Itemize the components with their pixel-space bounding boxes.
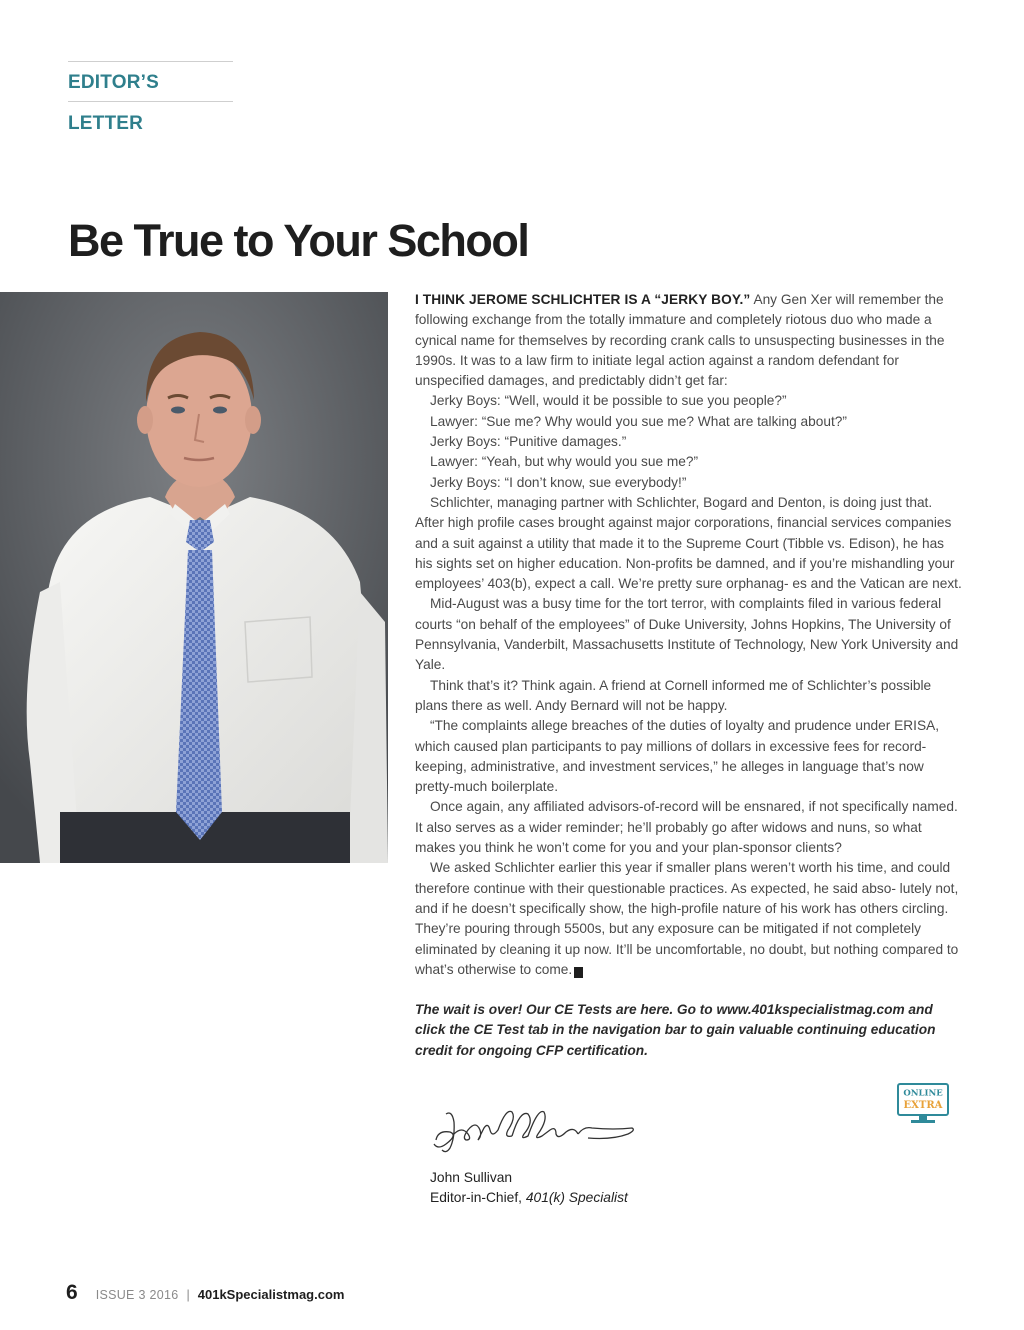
lead-paragraph [415,290,963,391]
paragraph: Jerky Boys: “Well, would it be possible to sue you people?” [430,393,787,409]
online-extra-badge[interactable] [897,1083,949,1125]
signature-name: John Sullivan [430,1170,513,1185]
section-label: EDITOR’S LETTER [68,61,233,102]
end-mark-icon: K [574,967,583,978]
ce-test-note: The wait is over! Our CE Tests are here. Go to www.401kspecialistmag.com and click the CE Test tab in the navigation bar to gain valuable continuing education credit for ongoing CFP certification. [415,1002,936,1058]
paragraph: Think that’s it? Think again. A friend at Cornell informed me of Schlichter’s possible plans there as well. Andy Bernard will not be happy. [415,677,932,713]
website-link[interactable]: 401kSpecialistmag.com [197,1287,345,1302]
paragraph: Jerky Boys: “Punitive damages.” [430,434,627,450]
article-body [415,290,963,1061]
author-photo [0,292,388,863]
page-number: 6 [66,1281,78,1304]
paragraph: Lawyer: “Sue me? Why would you sue me? What are talking about?” [430,413,847,429]
signature-title [430,1188,628,1208]
online-extra-line1: ONLINE [903,1088,943,1099]
paragraph: Jerky Boys: “I don’t know, sue everybody!” [430,474,687,490]
signature-title-prefix: Editor-in-Chief, [430,1190,526,1205]
page-title: Be True to Your School [68,215,529,266]
closing-paragraph [415,858,963,980]
handwritten-signature [428,1100,638,1156]
portrait-illustration [0,292,388,863]
publication-name: 401(k) Specialist [525,1190,628,1205]
issue-label: ISSUE 3 2016 [95,1288,179,1302]
paragraph: Lawyer: “Yeah, but why would you sue me?” [430,454,699,470]
lead-in: I THINK JEROME SCHLICHTER IS A “JERKY BOY.” [415,292,751,307]
paragraph: “The complaints allege breaches of the duties of loyalty and prudence under ERISA, which caused plan participants to pay millions of dollars in excessive fees for record- keeping, administrative, and investment services,” he alleges in language that’s now pretty-much boilerplate. [415,718,940,795]
page-footer [66,1281,344,1307]
footer-separator: | [186,1288,190,1302]
closing-paragraph-text: We asked Schlichter earlier this year if smaller plans weren’t worth his time, and could therefore continue with their questionable practices. As expected, he said abso- lutely not, and if he doesn’t specifically show, the high-profile nature of his work has others circling. They’re pouring through 5500s, but any exposure can be mitigated if not completely eliminated by cleaning it up now. It’ll be uncomfortable, no doubt, but nothing compared to what’s otherwise to come. [415,860,959,977]
paragraph: Mid-August was a busy time for the tort terror, with complaints filed in various federal courts “on behalf of the employees” of Duke University, Johns Hopkins, The University of Pennsylvania, Vanderbilt, Massachusetts Institute of Technology, New York University and Yale. [415,596,959,673]
signature-icon [428,1100,638,1156]
lead-paragraph-text: Any Gen Xer will remember the following exchange from the totally immature and completely riotous duo who made a cynical name for themselves by recording crank calls to unsuspecting businesses in the 1990s. It was to a law firm to initiate legal action against a random defendant for unspecified damages, and predictably didn’t get far: [415,292,945,389]
paragraph: Schlichter, managing partner with Schlichter, Bogard and Denton, is doing just that. After high profile cases brought against major corporations, financial services companies and a suit against a utility that made it to the Supreme Court (Tibble vs. Edison), he has his sights set on higher education. Non-profits be damned, and if you’re mishandling your employees’ 403(b), expect a call. We’re pretty sure orphanag- es and the Vatican are next. [415,494,962,592]
paragraph: Once again, any affiliated advisors-of-record will be ensnared, if not specifically named. It also serves as a wider reminder; he’ll probably go after widows and nuns, so what makes you think he won’t come for you and your plan-sponsor clients? [415,799,958,856]
monitor-icon [897,1083,949,1125]
online-extra-line2: EXTRA [903,1100,943,1111]
